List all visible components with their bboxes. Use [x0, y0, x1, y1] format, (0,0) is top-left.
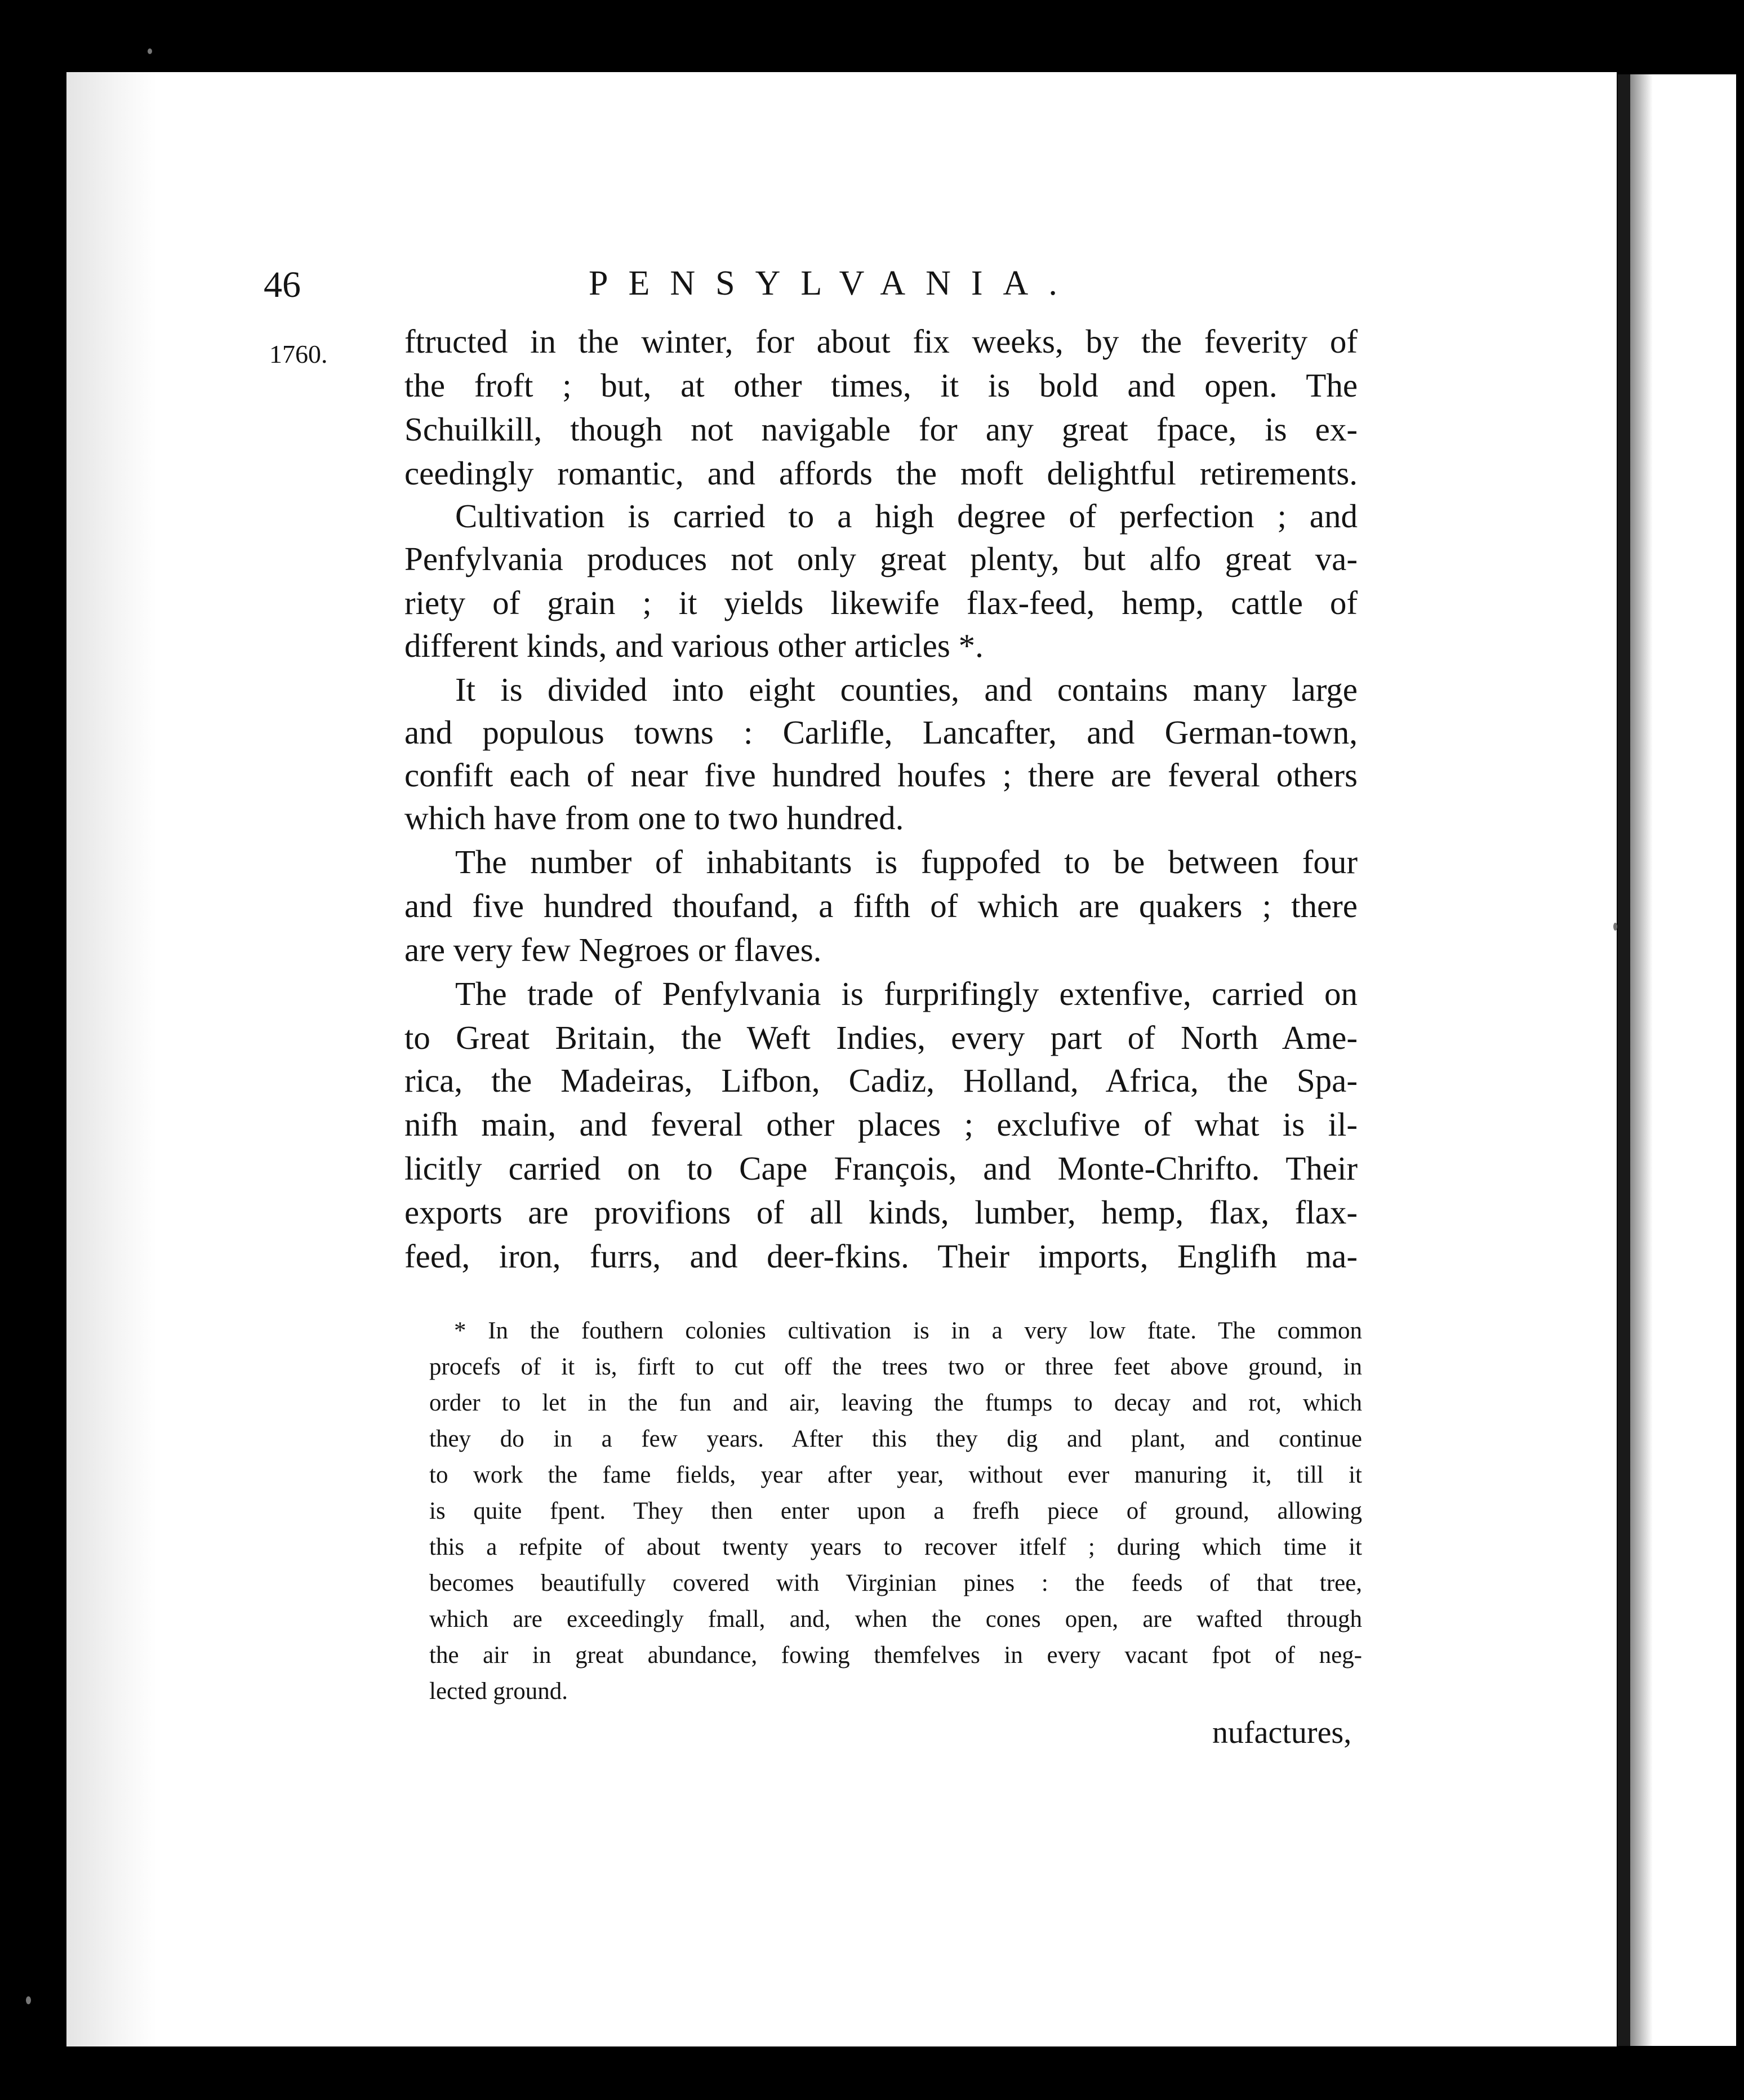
footnote-line: this a refpite of about twenty years to recover itfelf ; during which time it	[429, 1534, 1362, 1560]
body-line: ftructed in the winter, for about fix weeks, by the feverity of	[404, 323, 1358, 360]
page-edge-shadow	[1630, 74, 1653, 2046]
body-line: the froft ; but, at other times, it is bold and open. The	[404, 367, 1358, 404]
body-line: The trade of Penfylvania is furprifingly extenfive, carried on	[455, 975, 1358, 1012]
body-line: nifh main, and feveral other places ; exclufive of what is il-	[404, 1106, 1358, 1143]
body-line: are very few Negroes or flaves.	[404, 931, 822, 968]
body-line: It is divided into eight counties, and contains many large	[455, 671, 1358, 708]
adjacent-page-edge	[1618, 74, 1736, 2046]
body-line: Cultivation is carried to a high degree of perfection ; and	[455, 497, 1358, 535]
body-line: and five hundred thoufand, a fifth of which are quakers ; there	[404, 887, 1358, 924]
footnote-line: is quite fpent. They then enter upon a frefh piece of ground, allowing	[429, 1498, 1362, 1524]
body-line: ceedingly romantic, and affords the moft delightful retirements.	[404, 455, 1358, 492]
body-line: Schuilkill, though not navigable for any great fpace, is ex-	[404, 411, 1358, 448]
body-line: and populous towns : Carlifle, Lancafter, and German-town,	[404, 714, 1358, 751]
footnote-line: procefs of it is, firft to cut off the trees two or three feet above ground, in	[429, 1354, 1362, 1380]
running-title: PENSYLVANIA.	[589, 264, 1078, 302]
footnote-line: * In the fouthern colonies cultivation is in a very low ftate. The common	[454, 1318, 1362, 1344]
catchword: nufactures,	[1212, 1715, 1352, 1750]
footnote-line: the air in great abundance, fowing themfelves in every vacant fpot of neg-	[429, 1642, 1362, 1669]
body-line: different kinds, and various other articles *.	[404, 627, 984, 664]
footnote-line: becomes beautifully covered with Virginian pines : the feeds of that tree,	[429, 1570, 1362, 1596]
body-line: to Great Britain, the Weft Indies, every part of North Ame-	[404, 1019, 1358, 1056]
body-line: feed, iron, furrs, and deer-fkins. Their imports, Englifh ma-	[404, 1238, 1358, 1275]
body-line: exports are provifions of all kinds, lumber, hemp, flax, flax-	[404, 1194, 1358, 1231]
footnote-line: lected ground.	[429, 1678, 568, 1705]
body-line: rica, the Madeiras, Lifbon, Cadiz, Holland, Africa, the Spa-	[404, 1062, 1358, 1099]
footnote-line: which are exceedingly fmall, and, when the cones open, are wafted through	[429, 1606, 1362, 1632]
body-line: confift each of near five hundred houfes ; there are feveral others	[404, 757, 1358, 794]
body-line: licitly carried on to Cape François, and Monte-Chrifto. Their	[404, 1150, 1358, 1187]
page-number: 46	[264, 264, 301, 305]
footnote-line: they do in a few years. After this they dig and plant, and continue	[429, 1426, 1362, 1452]
body-line: riety of grain ; it yields likewife flax-feed, hemp, cattle of	[404, 584, 1358, 621]
footnote-line: to work the fame fields, year after year, without ever manuring it, till it	[429, 1462, 1362, 1488]
page-gutter-shadow	[66, 72, 157, 2046]
body-line: Penfylvania produces not only great plenty, but alfo great va-	[404, 540, 1358, 577]
footnote-line: order to let in the fun and air, leaving the ftumps to decay and rot, which	[429, 1390, 1362, 1416]
dust-speck	[148, 48, 152, 54]
margin-year: 1760.	[269, 340, 328, 368]
dust-speck	[26, 1996, 31, 2004]
body-line: which have from one to two hundred.	[404, 799, 904, 837]
dust-speck	[1613, 923, 1617, 931]
body-line: The number of inhabitants is fuppofed to be between four	[455, 843, 1358, 880]
